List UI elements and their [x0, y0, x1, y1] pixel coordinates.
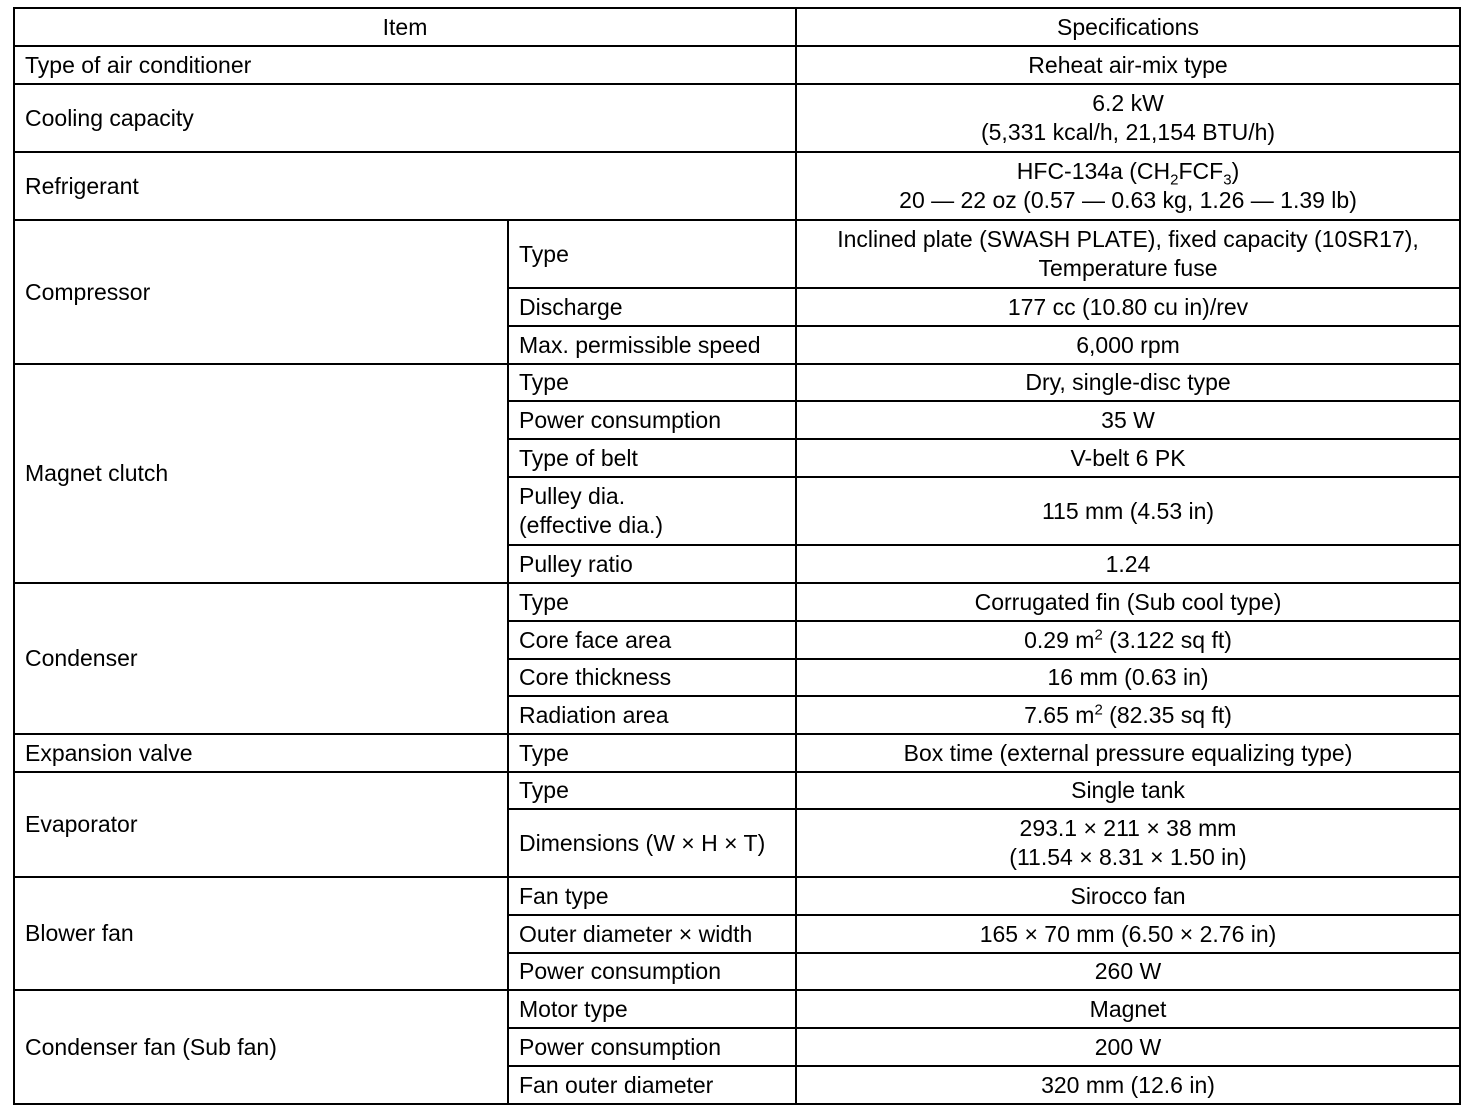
- magnet-clutch-power-value: 35 W: [796, 401, 1460, 439]
- radiation-value-superscript: 2: [1094, 700, 1103, 718]
- header-item: Item: [14, 8, 796, 46]
- table-row: [14, 364, 1460, 401]
- blower-fan-power-value: 260 W: [796, 953, 1460, 990]
- item-compressor: Compressor: [14, 220, 508, 364]
- item-type-of-air-conditioner: Type of air conditioner: [14, 46, 796, 84]
- cooling-capacity-alt-units: (5,331 kcal/h, 21,154 BTU/h): [980, 119, 1276, 145]
- condenser-face-value: [796, 621, 1460, 659]
- pulley-dia-label-line: Pulley dia.: [519, 483, 626, 509]
- blower-fan-diameter-value: 165 × 70 mm (6.50 × 2.76 in): [796, 915, 1460, 953]
- formula-mid: FCF: [1178, 158, 1224, 184]
- item-evaporator: Evaporator: [14, 772, 508, 877]
- condenser-type-label: Type: [508, 583, 796, 621]
- item-cooling-capacity: Cooling capacity: [14, 84, 796, 152]
- table-row: [14, 46, 1460, 84]
- compressor-speed-label: Max. permissible speed: [508, 326, 796, 364]
- header-specifications: Specifications: [796, 8, 1460, 46]
- magnet-clutch-belt-label: Type of belt: [508, 439, 796, 477]
- value-cooling-capacity: [796, 84, 1460, 152]
- condenser-type-value: Corrugated fin (Sub cool type): [796, 583, 1460, 621]
- condenser-fan-motor-value: Magnet: [796, 990, 1460, 1028]
- table-row: [14, 84, 1460, 152]
- item-condenser: Condenser: [14, 583, 508, 734]
- face-value-part: 0.29 m: [1024, 626, 1095, 653]
- blower-fan-type-value: Sirocco fan: [796, 877, 1460, 915]
- compressor-discharge-label: Discharge: [508, 288, 796, 326]
- evaporator-type-value: Single tank: [796, 772, 1460, 809]
- table-row: [14, 152, 1460, 220]
- expansion-valve-type-label: Type: [508, 734, 796, 772]
- blower-fan-diameter-label: Outer diameter × width: [508, 915, 796, 953]
- condenser-fan-motor-label: Motor type: [508, 990, 796, 1028]
- evaporator-dimensions-mm: 293.1 × 211 × 38 mm: [1019, 815, 1237, 841]
- compressor-type-line: Temperature fuse: [1038, 255, 1218, 281]
- refrigerant-amount: 20 — 22 oz (0.57 — 0.63 kg, 1.26 — 1.39 lb): [899, 187, 1357, 213]
- item-condenser-fan: Condenser fan (Sub fan): [14, 990, 508, 1104]
- blower-fan-power-label: Power consumption: [508, 953, 796, 990]
- expansion-valve-type-value: Box time (external pressure equalizing type): [796, 734, 1460, 772]
- magnet-clutch-belt-value: V-belt 6 PK: [796, 439, 1460, 477]
- specifications-table: [13, 7, 1461, 1105]
- magnet-clutch-pulley-dia-value: 115 mm (4.53 in): [796, 477, 1460, 545]
- item-refrigerant: Refrigerant: [14, 152, 796, 220]
- evaporator-dimensions-in: (11.54 × 8.31 × 1.50 in): [1009, 844, 1247, 870]
- compressor-type-value: [796, 220, 1460, 288]
- evaporator-dimensions-label: Dimensions (W × H × T): [508, 809, 796, 877]
- magnet-clutch-pulley-dia-label: [508, 477, 796, 545]
- item-blower-fan: Blower fan: [14, 877, 508, 990]
- refrigerant-formula: [1016, 158, 1240, 189]
- condenser-thickness-value: 16 mm (0.63 in): [796, 659, 1460, 696]
- formula-subscript: 2: [1170, 171, 1179, 189]
- table-row: [14, 734, 1460, 772]
- value-refrigerant: [796, 152, 1460, 220]
- magnet-clutch-type-value: Dry, single-disc type: [796, 364, 1460, 401]
- item-magnet-clutch: Magnet clutch: [14, 364, 508, 583]
- compressor-type-label: Type: [508, 220, 796, 288]
- value-type-of-air-conditioner: Reheat air-mix type: [796, 46, 1460, 84]
- formula-prefix: HFC-134a (CH: [1016, 158, 1171, 184]
- condenser-fan-diameter-value: 320 mm (12.6 in): [796, 1066, 1460, 1104]
- blower-fan-type-label: Fan type: [508, 877, 796, 915]
- condenser-radiation-value: [796, 696, 1460, 734]
- compressor-type-line: Inclined plate (SWASH PLATE), fixed capacity (10SR17),: [837, 226, 1419, 252]
- condenser-face-label: Core face area: [508, 621, 796, 659]
- formula-subscript: 3: [1223, 171, 1232, 189]
- condenser-thickness-label: Core thickness: [508, 659, 796, 696]
- magnet-clutch-type-label: Type: [508, 364, 796, 401]
- compressor-discharge-value: 177 cc (10.80 cu in)/rev: [796, 288, 1460, 326]
- radiation-value-part: 7.65 m: [1024, 701, 1095, 728]
- table-row: [14, 772, 1460, 809]
- evaporator-type-label: Type: [508, 772, 796, 809]
- table-row: [14, 990, 1460, 1028]
- condenser-radiation-label: Radiation area: [508, 696, 796, 734]
- magnet-clutch-pulley-ratio-value: 1.24: [796, 545, 1460, 583]
- pulley-dia-label-line: (effective dia.): [519, 512, 664, 538]
- cooling-capacity-kw: 6.2 kW: [1092, 90, 1164, 116]
- table-row: [14, 220, 1460, 288]
- table-row: [14, 583, 1460, 621]
- magnet-clutch-pulley-ratio-label: Pulley ratio: [508, 545, 796, 583]
- table-row: [14, 877, 1460, 915]
- item-expansion-valve: Expansion valve: [14, 734, 508, 772]
- face-value-superscript: 2: [1094, 625, 1103, 643]
- formula-suffix: ): [1231, 158, 1240, 184]
- magnet-clutch-power-label: Power consumption: [508, 401, 796, 439]
- header-row: [14, 8, 1460, 46]
- radiation-value-part: (82.35 sq ft): [1102, 701, 1232, 728]
- evaporator-dimensions-value: [796, 809, 1460, 877]
- condenser-fan-power-label: Power consumption: [508, 1028, 796, 1066]
- condenser-fan-diameter-label: Fan outer diameter: [508, 1066, 796, 1104]
- face-value-part: (3.122 sq ft): [1102, 626, 1232, 653]
- compressor-speed-value: 6,000 rpm: [796, 326, 1460, 364]
- condenser-fan-power-value: 200 W: [796, 1028, 1460, 1066]
